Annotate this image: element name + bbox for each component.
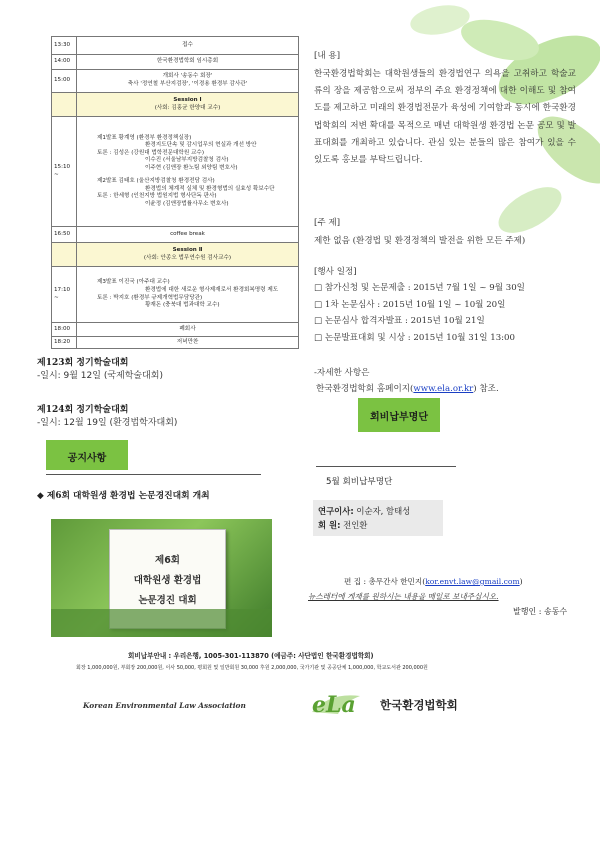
schedule-line: 이윤정 (김앤장법률사무소 변호사) <box>145 200 229 207</box>
notice-ribbon-label: 공지사항 <box>67 453 107 464</box>
schedule-time <box>52 93 77 117</box>
schedule-content <box>77 93 299 117</box>
brand-english: Korean Environmental Law Association <box>83 701 246 710</box>
schedule-content <box>77 243 299 267</box>
schedule-line: 한국환경법학회 임시총회 <box>156 58 219 65</box>
schedule-content <box>77 117 299 227</box>
content-label: [내 용] <box>314 51 341 61</box>
homepage-link[interactable]: www.ela.or.kr <box>413 384 474 394</box>
editor-line <box>344 576 523 587</box>
schedule-row <box>52 243 299 267</box>
schedule-row <box>52 337 299 349</box>
schedule-line: 토론 : 박지호 (환경부 규제개혁법무담당관) <box>97 294 203 301</box>
board-line-3: 논문경진 대회 <box>138 595 197 606</box>
editor-note: 뉴스레터에 게재를 원하시는 내용을 메일로 보내주십시오. <box>308 592 499 601</box>
schedule-row <box>52 227 299 243</box>
schedule-time: 17:10 ~ <box>52 267 77 323</box>
schedule-line: Session Ⅰ <box>173 96 202 103</box>
event-item: □ 논문심사 합격자발표 : 2015년 10월 21일 <box>314 316 485 326</box>
notice-rule <box>46 474 261 475</box>
conf-124 <box>37 402 177 428</box>
publisher: 발행인 : 송동수 <box>513 607 568 616</box>
conf-124-title: 제124회 정기학술대회 <box>37 405 129 415</box>
schedule-time: 15:00 <box>52 70 77 93</box>
details-label: -자세한 사항은 <box>314 368 370 378</box>
members-box <box>313 500 443 536</box>
time-range-mark: ~ <box>54 294 59 301</box>
schedule-line: 개회사 '송동수 회장' <box>162 73 213 80</box>
editor-email[interactable]: kor.envt.law@gmail.com <box>425 577 520 586</box>
schedule-content <box>77 323 299 337</box>
details-prefix: 한국환경법학회 홈페이지( <box>316 384 414 394</box>
schedule-row <box>52 93 299 117</box>
conf-124-date: -일시: 12월 19일 (환경법학자대회) <box>37 418 178 428</box>
schedule-time: 13:30 <box>52 37 77 55</box>
schedule-time <box>52 243 77 267</box>
member-row2-label: 회 원: <box>318 520 341 530</box>
topic-text: 제한 없음 (환경법 및 환경정책의 발전을 위한 모든 주제) <box>314 236 526 246</box>
members-ribbon-label: 회비납부명단 <box>370 412 428 423</box>
schedule-line: 환경법에 대한 새로운 형사제재로서 환경회복명령 제도 <box>145 286 279 293</box>
schedule-time: 16:50 <box>52 227 77 243</box>
ela-logo-text: eLa <box>312 692 356 718</box>
schedule-line: 제2발표 김태호 (울산지방검찰청 환경전담 검사) <box>97 178 215 185</box>
event-item: □ 참가신청 및 논문제출 : 2015년 7월 1일 ~ 9월 30일 <box>314 283 525 293</box>
schedule-line: 토론 : 한세형 (인천지방 법원지법 형사단독 판사) <box>97 193 217 200</box>
conf-123-title: 제123회 정기학술대회 <box>37 358 129 368</box>
schedule-line: 접수 <box>182 41 193 48</box>
fee-line-2: 회장 1,000,000원, 부회장 200,000원, 이사 50,000, 평회원 및 일반회원 30,000 후원 2,000,000, 국가기관 및 공공단체 1,000,000, 학교도서관 200,000원 <box>76 665 428 671</box>
board-line-1: 제6회 <box>155 555 180 566</box>
topic-label: [주 제] <box>314 218 341 228</box>
event-item: □ 1차 논문심사 : 2015년 10월 1일 ~ 10월 20일 <box>314 299 506 310</box>
schedule-line: 제3발표 이진국 (아주대 교수) <box>97 279 170 286</box>
event-item: □ 논문발표대회 및 시상 : 2015년 10월 31일 13:00 <box>314 332 515 343</box>
schedule-content <box>77 227 299 243</box>
schedule-line: 이주현 (김앤장 환노팀 외양팀 변호사) <box>145 164 238 171</box>
schedule-line: 축사 '정연철 부산지검장', '이경용 환경부 감사관' <box>127 81 248 87</box>
schedule-line: 이수진 (서울남부지방검찰청 검사) <box>145 157 229 164</box>
details-line <box>316 382 499 394</box>
schedule-content <box>77 267 299 323</box>
schedule-row <box>52 267 299 323</box>
schedule-line: (사회: 안종오 법무연수원 검사교수) <box>143 254 232 261</box>
schedule-row <box>52 55 299 70</box>
details-suffix: ) 참조. <box>473 384 499 394</box>
schedule-line: 토론 : 김성은 (강원대 법학전문대학원 교수) <box>97 149 205 156</box>
schedule-table <box>51 36 299 349</box>
schedule-line: 황재돈 (충북대 법과대학 교수) <box>145 302 220 309</box>
notice-headline: ◆ 제6회 대학원생 환경법 논문경진대회 개최 <box>37 491 210 501</box>
members-rule <box>316 466 456 467</box>
schedule-line: Session Ⅱ <box>172 246 203 253</box>
member-row2-value: 전인환 <box>343 520 368 530</box>
schedule-time: 15:10 ~ <box>52 117 77 227</box>
fee-line-1: 회비납부안내 : 우리은행, 1005-301-113870 (예금주: 사단법인 한국환경법학회) <box>128 652 374 660</box>
schedule-time: 18:20 <box>52 337 77 349</box>
schedule-time: 18:00 <box>52 323 77 337</box>
schedule-row <box>52 117 299 227</box>
content-paragraph: 한국환경법학회는 대학원생들의 환경법연구 의욕을 고취하고 학술교류의 장을 제공함으로써 정부의 주요 환경정책에 대한 이해도 및 참여도를 제고하고 미래의 환경법전문가 육성에 기여함과 동시에 한국환경법학회의 저변 확대를 목적으로 매년 대학원생 환경법 논문 공모 및 발표대회를 개최하고 있습니다. 관심 있는 분들의 많은 참여가 있을 수 있도록 홍보를 부탁드립니다. <box>314 69 576 166</box>
editor-suffix: ) <box>519 577 523 586</box>
events-label: [행사 일정] <box>314 267 357 277</box>
schedule-row <box>52 37 299 55</box>
time-range-mark: ~ <box>54 171 59 178</box>
schedule-line: 제1발표 황계영 (환경부 환경정책실장) <box>97 134 192 141</box>
members-month: 5월 회비납부명단 <box>326 477 393 487</box>
board-line-2: 대학원생 환경법 <box>133 575 202 586</box>
brand-korean: 한국환경법학회 <box>380 698 458 712</box>
schedule-content <box>77 70 299 93</box>
events-list <box>314 280 525 346</box>
schedule-content <box>77 55 299 70</box>
schedule-content <box>77 37 299 55</box>
schedule-content <box>77 337 299 349</box>
schedule-line: 저녁만찬 <box>176 338 199 345</box>
schedule-row <box>52 70 299 93</box>
notice-image <box>51 519 272 637</box>
conf-123 <box>37 355 163 381</box>
member-row1-value: 이순자, 함태성 <box>356 506 411 516</box>
ela-logo <box>308 688 378 722</box>
schedule-row <box>52 323 299 337</box>
member-row1-label: 연구이사: <box>318 506 354 516</box>
schedule-line: 폐회사 <box>179 325 196 332</box>
schedule-line: 환경지도단속 및 감시업무의 현실과 개선 방안 <box>145 142 257 149</box>
schedule-line: coffee break <box>170 230 205 237</box>
schedule-line: 환경법의 체계적 실체 및 환경형법의 실효성 확보수단 <box>145 185 275 192</box>
schedule-line: (사회: 김홍균 한양대 교수) <box>154 104 221 111</box>
schedule-time: 14:00 <box>52 55 77 70</box>
editor-prefix: 편 집 : 총무간사 한민지( <box>344 577 426 586</box>
conf-123-date: -일시: 9월 12일 (국제학술대회) <box>37 371 164 381</box>
